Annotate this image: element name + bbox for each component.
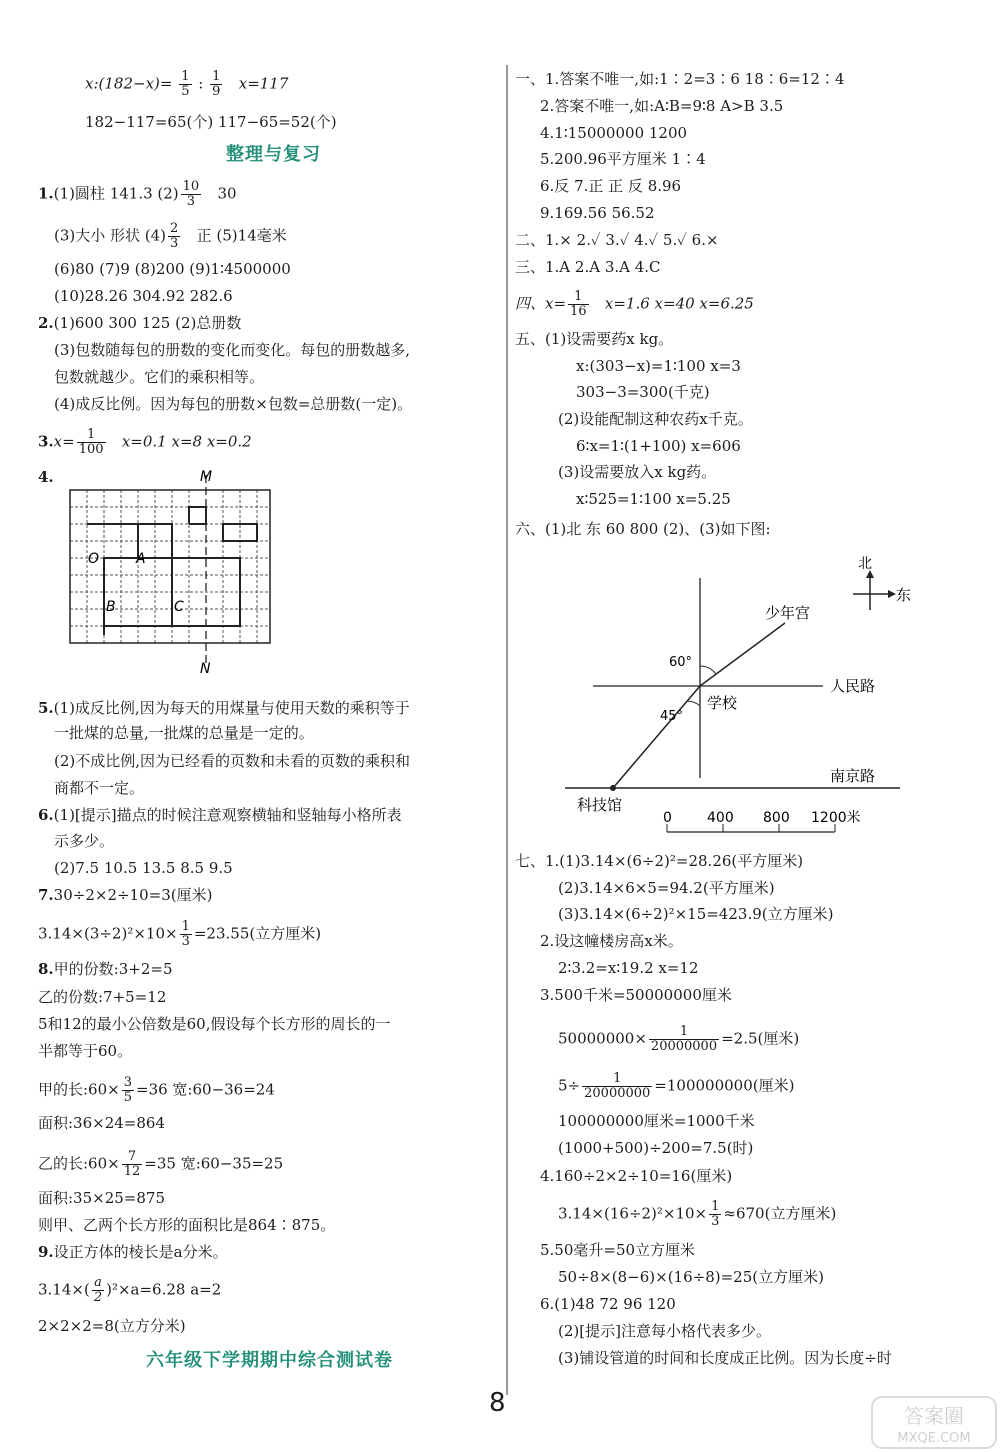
scale-1200: 1200米 <box>811 810 861 826</box>
part1-line-1: 一、1.答案不唯一,如:1∶2=3∶6 18∶6=12∶4 <box>515 70 845 88</box>
fraction: $\frac{a}{2}$ <box>93 1275 103 1305</box>
fraction: $\frac{1}{100}$ <box>78 427 104 457</box>
part7-line-6: 3.500千米=50000000厘米 <box>540 986 732 1004</box>
svg-text:答案圈: 答案圈 <box>904 1404 964 1428</box>
answer-8-line-8: 面积:35×25=875 <box>38 1189 165 1207</box>
path-to-palace <box>700 623 785 686</box>
answer-5-line-1: 5.(1)成反比例,因为每天的用煤量与使用天数的乘积等于 <box>38 699 410 717</box>
answer-8-line-2: 乙的份数:7+5=12 <box>38 988 167 1006</box>
answer-7-line-2: 3.14×(3÷2)²×10× $\frac{1}{3}$ =23.55(立方厘米) <box>38 919 322 949</box>
eq-line-1: x:(182−x)= $\frac{1}{5}$ : $\frac{1}{9}$ x=117 <box>85 69 289 99</box>
school-label: 学校 <box>707 694 738 712</box>
part6-line: 六、(1)北 东 60 800 (2)、(3)如下图: <box>515 520 771 538</box>
answer-2-line-2: (3)包数随每包的册数的变化而变化。每包的册数越多, <box>54 341 411 359</box>
part7-line-12: 3.14×(16÷2)²×10× $\frac{1}{3}$ ≈670(立方厘米) <box>558 1199 837 1229</box>
angle-60-label: 60° <box>669 655 693 670</box>
east-label: 东 <box>896 586 912 604</box>
nanjing-label: 南京路 <box>830 767 876 785</box>
label-b: B <box>106 599 116 615</box>
part4-line: 四、x= $\frac{1}{16}$ x=1.6 x=40 x=6.25 <box>515 289 754 319</box>
svg-text:MXQE.COM: MXQE.COM <box>897 1431 971 1446</box>
answer-8-line-6: 面积:36×24=864 <box>38 1114 165 1132</box>
answer-7-line-1: 7.30÷2×2÷10=3(厘米) <box>38 886 213 904</box>
angle-arc-60 <box>700 666 716 674</box>
part1-line-2: 2.答案不唯一,如:A∶B=9∶8 A>B 3.5 <box>540 97 784 115</box>
part7-line-13: 5.50毫升=50立方厘米 <box>540 1241 696 1259</box>
part7-line-1: 七、1.(1)3.14×(6÷2)²=28.26(平方厘米) <box>515 852 804 870</box>
answer-8-line-1: 8.甲的份数:3+2=5 <box>38 960 173 978</box>
part5-line-4: (2)设能配制这种农药x千克。 <box>558 410 753 428</box>
answer-6-line-1: 6.(1)[提示]描点的时候注意观察横轴和竖轴每小格所表 <box>38 806 402 824</box>
part1-line-4: 5.200.96平方厘米 1∶4 <box>540 150 706 168</box>
answer-5-line-3: (2)不成比例,因为已经看的页数和未看的页数的乘积和 <box>54 752 411 770</box>
answer-9-line-3: 2×2×2=8(立方分米) <box>38 1317 186 1335</box>
label-m: M <box>200 469 213 485</box>
scale-400: 400 <box>707 810 734 826</box>
part7-line-16: (2)[提示]注意每小格代表多少。 <box>558 1322 771 1340</box>
answer-8-line-4: 半都等于60。 <box>38 1042 133 1060</box>
section-heading: 整理与复习 <box>226 144 321 165</box>
compass-east-arrow <box>888 590 896 598</box>
renmin-label: 人民路 <box>830 677 876 695</box>
label-c: C <box>174 599 184 615</box>
part3-line: 三、1.A 2.A 3.A 4.C <box>515 258 661 276</box>
answer-2-line-3: 包数就越少。它们的乘积相等。 <box>54 368 265 386</box>
answer-1-line-2: (3)大小 形状 (4) $\frac{2}{3}$ 正 (5)14毫米 <box>54 221 287 251</box>
part7-line-17: (3)铺设管道的时间和长度成正比例。因为长度÷时 <box>558 1349 892 1367</box>
grid-diagram <box>60 465 290 685</box>
museum-label: 科技馆 <box>577 796 623 814</box>
scale-800: 800 <box>763 810 790 826</box>
part7-line-5: 2∶3.2=x∶19.2 x=12 <box>558 959 699 977</box>
palace-label: 少年宫 <box>765 604 811 622</box>
fraction: $\frac{1}{5}$ <box>181 69 190 99</box>
eq-line-2: 182−117=65(个) 117−65=52(个) <box>85 113 337 131</box>
path-to-museum <box>613 686 700 788</box>
answer-1-line-1: 1.(1)圆柱 141.3 (2) $\frac{10}{3}$ 30 <box>38 179 237 209</box>
answer-8-line-3: 5和12的最小公倍数是60,假设每个长方形的周长的一 <box>38 1015 391 1033</box>
answer-1-line-3: (6)80 (7)9 (8)200 (9)1∶4500000 <box>54 260 291 278</box>
angle-45-label: 45° <box>660 709 684 724</box>
north-label: 北 <box>858 556 872 572</box>
map-diagram <box>555 548 955 838</box>
part7-line-4: 2.设这幢楼房高x米。 <box>540 932 683 950</box>
fraction: $\frac{1}{20000000}$ <box>584 1071 651 1101</box>
part7-line-7: 50000000× $\frac{1}{20000000}$ =2.5(厘米) <box>558 1024 800 1054</box>
exam-heading: 六年级下学期期中综合测试卷 <box>146 1350 393 1371</box>
fraction: $\frac{1}{16}$ <box>570 289 587 319</box>
part1-line-6: 9.169.56 56.52 <box>540 204 655 222</box>
label-n: N <box>200 661 211 677</box>
part5-line-3: 303−3=300(千克) <box>576 383 710 401</box>
answer-4-label: 4. <box>38 468 54 486</box>
part7-line-8: 5÷ $\frac{1}{20000000}$ =100000000(厘米) <box>558 1071 795 1101</box>
fraction: $\frac{1}{20000000}$ <box>650 1024 718 1054</box>
scale-0: 0 <box>663 810 672 826</box>
answer-6-line-3: (2)7.5 10.5 13.5 8.5 9.5 <box>54 859 233 877</box>
answer-3: 3.x= $\frac{1}{100}$ x=0.1 x=8 x=0.2 <box>38 427 252 457</box>
part7-line-15: 6.(1)48 72 96 120 <box>540 1295 676 1313</box>
answer-8-line-7: 乙的长:60× $\frac{7}{12}$ =35 宽:60−35=25 <box>38 1149 284 1179</box>
part7-line-10: (1000+500)÷200=7.5(时) <box>558 1139 754 1157</box>
fraction: $\frac{3}{5}$ <box>123 1075 132 1105</box>
column-divider <box>506 65 508 1395</box>
fraction: $\frac{1}{3}$ <box>181 919 190 949</box>
answer-9-line-2: 3.14×( $\frac{a}{2}$ )²×a=6.28 a=2 <box>38 1275 222 1305</box>
part2-line: 二、1.× 2.✓ 3.✓ 4.✓ 5.✓ 6.× <box>515 231 719 249</box>
museum-point <box>610 785 616 791</box>
part7-line-14: 50÷8×(8−6)×(16÷8)=25(立方厘米) <box>558 1268 824 1286</box>
answer-6-line-2: 示多少。 <box>54 832 115 850</box>
fraction: $\frac{1}{3}$ <box>711 1199 720 1229</box>
part5-line-2: x:(303−x)=1∶100 x=3 <box>576 357 741 375</box>
part5-line-5: 6∶x=1∶(1+100) x=606 <box>576 437 741 455</box>
part5-line-1: 五、(1)设需要药x kg。 <box>515 330 674 348</box>
answer-1-line-4: (10)28.26 304.92 282.6 <box>54 287 233 305</box>
fraction: $\frac{10}{3}$ <box>182 179 200 209</box>
answer-5-line-2: 一批煤的总量,一批煤的总量是一定的。 <box>54 724 314 742</box>
answer-8-line-9: 则甲、乙两个长方形的面积比是864∶875。 <box>38 1216 336 1234</box>
label-o: O <box>88 551 100 567</box>
part7-line-3: (3)3.14×(6÷2)²×15=423.9(立方厘米) <box>558 905 834 923</box>
answer-8-line-5: 甲的长:60× $\frac{3}{5}$ =36 宽:60−36=24 <box>38 1075 275 1105</box>
answer-2-line-1: 2.(1)600 300 125 (2)总册数 <box>38 314 242 332</box>
answer-9-line-1: 9.设正方体的棱长是a分米。 <box>38 1243 228 1261</box>
part7-line-9: 100000000厘米=1000千米 <box>558 1112 755 1130</box>
answer-5-line-4: 商都不一定。 <box>54 779 145 797</box>
part1-line-5: 6.反 7.正 正 反 8.96 <box>540 177 682 195</box>
part5-line-7: x∶525=1∶100 x=5.25 <box>576 490 731 508</box>
fraction: $\frac{2}{3}$ <box>170 221 179 251</box>
watermark-logo <box>870 1395 998 1450</box>
fraction: $\frac{7}{12}$ <box>123 1149 141 1179</box>
part1-line-3: 4.1∶15000000 1200 <box>540 124 688 142</box>
label-a: A <box>136 551 146 567</box>
fraction: $\frac{1}{9}$ <box>212 69 221 99</box>
part7-line-2: (2)3.14×6×5=94.2(平方厘米) <box>558 879 775 897</box>
page-number: 8 <box>489 1388 506 1418</box>
part7-line-11: 4.160÷2×2÷10=16(厘米) <box>540 1167 733 1185</box>
angle-arc-45 <box>687 701 700 706</box>
part5-line-6: (3)设需要放入x kg药。 <box>558 463 717 481</box>
answer-2-line-4: (4)成反比例。因为每包的册数×包数=总册数(一定)。 <box>54 395 413 413</box>
